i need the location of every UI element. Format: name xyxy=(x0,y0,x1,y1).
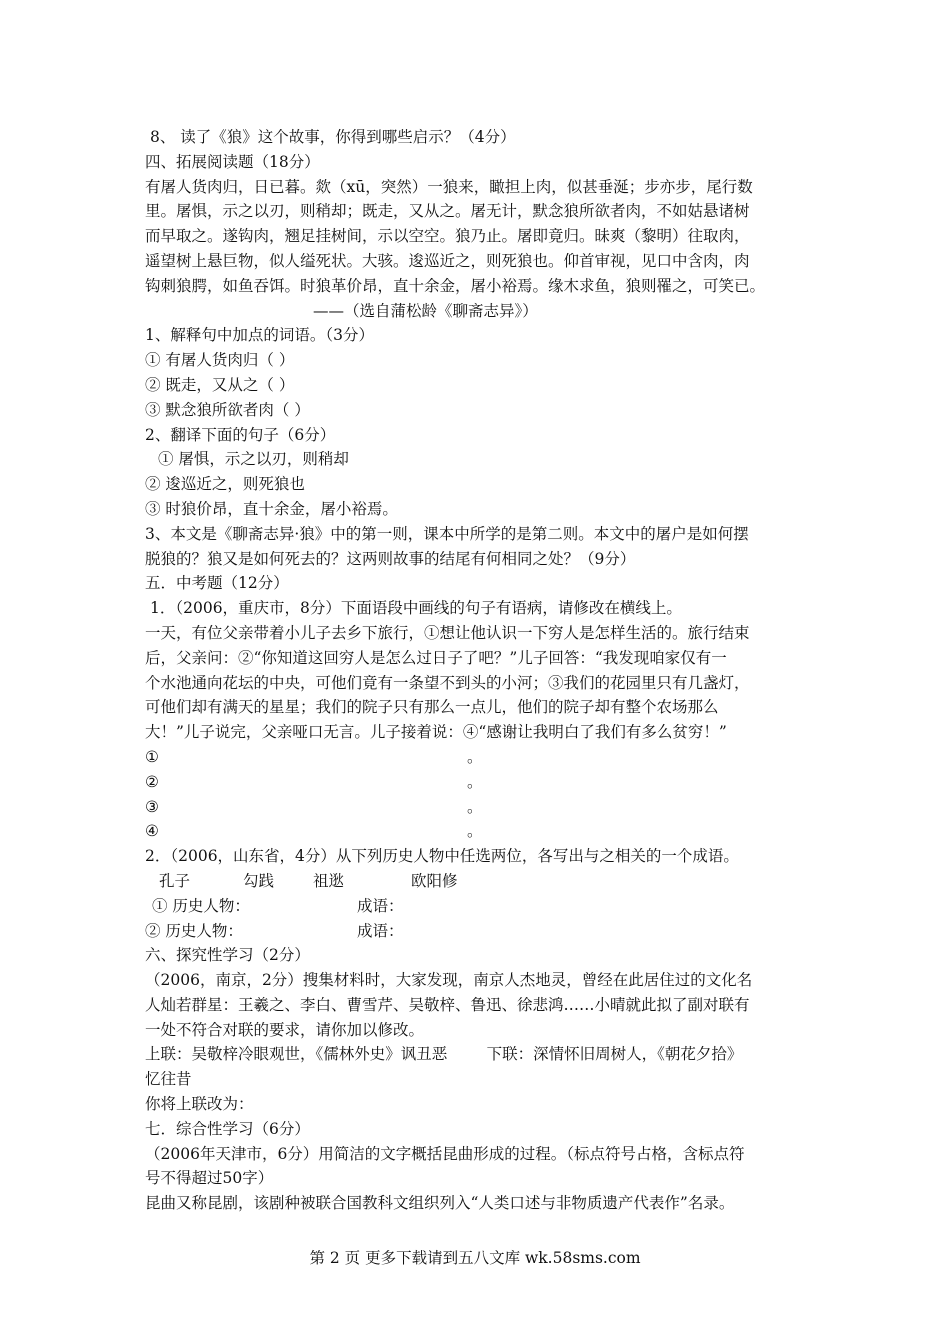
blank-number: ② xyxy=(145,772,159,791)
section-7-heading: 七．综合性学习（6分） xyxy=(145,1119,310,1138)
figure-label: ① 历史人物： xyxy=(152,896,250,915)
idiom-label: 成语： xyxy=(357,896,404,915)
figure-answer-row xyxy=(145,919,811,944)
page-footer: 第 2 页 更多下载请到五八文库 wk.58sms.com xyxy=(309,1249,641,1267)
passage-line: 钩刺狼腭，如鱼吞饵。时狼革价昂，直十余金，屠小裕焉。缘木求鱼，狼则罹之，可笑已。 xyxy=(145,276,766,295)
section-7-text: 昆曲又称昆剧，该剧种被联合国教科文组织列入“人类口述与非物质遗产代表作”名录。 xyxy=(145,1194,735,1213)
figure-name: 欧阳修 xyxy=(411,871,458,890)
passage-line: 里。屠惧，示之以刃，则稍却；既走，又从之。屠无计，默念狼所欲者肉，不如姑悬诸树 xyxy=(145,202,750,221)
q2-item: ② 逡巡近之，则死狼也 xyxy=(145,475,305,494)
question-1: 1、解释句中加点的词语。（3分） xyxy=(145,326,374,345)
section-6-text: 人灿若群星：王羲之、李白、曹雪芹、吴敬梓、鲁迅、徐悲鸿……小晴就此拟了副对联有 xyxy=(145,995,750,1014)
passage xyxy=(145,175,811,299)
figure-name: 孔子 xyxy=(159,871,191,890)
answer-blank-row xyxy=(145,795,811,820)
figure-label: ② 历史人物： xyxy=(145,921,243,940)
question-3-line: 脱狼的？狼又是如何死去的？这两则故事的结尾有何相同之处？（9分） xyxy=(145,549,636,568)
q1-item: ② 既走，又从之（ ） xyxy=(145,375,295,394)
section-7-text: 号不得超过50字） xyxy=(145,1169,274,1188)
q2-item: ③ 时狼价昂，直十余金，屠小裕焉。 xyxy=(145,499,398,518)
revise-prompt: 你将上联改为： xyxy=(145,1095,254,1114)
section-6-text: （2006，南京，2分）搜集材料时，大家发现，南京人杰地灵，曾经在此居住过的文化名 xyxy=(145,971,753,990)
exam-text-line: 可他们却有满天的星星；我们的院子只有那么一点儿，他们的院子却有整个农场那么 xyxy=(145,698,719,717)
answer-blank-row xyxy=(145,819,811,844)
exam-text-line: 个水池通向花坛的中央，可他们竟有一条望不到头的小河；③我们的花园里只有几盏灯， xyxy=(145,673,750,692)
exam-text-line: 后，父亲问：②“你知道这回穷人是怎么过日子了吧？”儿子回答：“我发现咱家仅有一 xyxy=(145,648,727,667)
blank-number: ① xyxy=(145,747,159,766)
answer-blank-row xyxy=(145,770,811,795)
document-body xyxy=(145,125,811,1216)
section-6-text: 一处不符合对联的要求，请你加以修改。 xyxy=(145,1020,425,1039)
figure-name: 祖逖 xyxy=(313,871,345,890)
couplet: 上联：吴敬梓冷眼观世，《儒林外史》讽丑恶 下联：深情怀旧周树人，《朝花夕拾》 xyxy=(145,1045,743,1064)
question-3-line: 3、本文是《聊斋志异·狼》中的第一则，课本中所学的是第二则。本文中的屠户是如何摆 xyxy=(145,524,749,543)
answer-blank-row xyxy=(145,745,811,770)
blank-end: 。 xyxy=(467,822,483,841)
idiom-label: 成语： xyxy=(357,921,404,940)
q1-item: ① 有屠人货肉归（ ） xyxy=(145,351,295,370)
historical-figures xyxy=(145,869,811,894)
exam-question-1: 1．（2006，重庆市，8分）下面语段中画线的句子有语病，请修改在横线上。 xyxy=(150,599,682,618)
figure-name: 勾践 xyxy=(243,871,275,890)
section-7-text: （2006年天津市，6分）用简洁的文字概括昆曲形成的过程。（标点符号占格，含标点符 xyxy=(145,1144,745,1163)
blank-number: ③ xyxy=(145,797,159,816)
blank-end: 。 xyxy=(467,797,483,816)
couplet-continued: 忆往昔 xyxy=(145,1070,192,1089)
passage-line: 有屠人货肉归，日已暮。欻（xū，突然）一狼来，瞰担上肉，似甚垂涎；步亦步，尾行数 xyxy=(145,177,753,196)
blank-end: 。 xyxy=(467,772,483,791)
exam-question-2: 2．（2006，山东省，4分）从下列历史人物中任选两位，各写出与之相关的一个成语。 xyxy=(145,847,739,866)
q2-item: ① 屠惧，示之以刃，则稍却 xyxy=(158,450,349,469)
section-6-heading: 六、探究性学习（2分） xyxy=(145,946,310,965)
passage-line: 遥望树上悬巨物，似人缢死状。大骇。逡巡近之，则死狼也。仰首审视，见口中含肉，肉 xyxy=(145,251,750,270)
question-8: 8、 读了《狼》这个故事，你得到哪些启示？（4分） xyxy=(150,128,516,146)
exam-text-line: 一天，有位父亲带着小儿子去乡下旅行，①想让他认识一下穷人是怎样生活的。旅行结束 xyxy=(145,623,750,642)
question-2: 2、翻译下面的句子（6分） xyxy=(145,425,336,444)
section-4-heading: 四、拓展阅读题（18分） xyxy=(145,152,320,171)
exam-text-line: 大！”儿子说完，父亲哑口无言。儿子接着说：④“感谢让我明白了我们有多么贫穷！” xyxy=(145,723,727,742)
blank-number: ④ xyxy=(145,822,159,841)
section-5-heading: 五．中考题（12分） xyxy=(145,574,289,593)
passage-line: 而早取之。遂钩肉，翘足挂树间，示以空空。狼乃止。屠即竟归。昧爽（黎明）往取肉， xyxy=(145,227,750,246)
figure-answer-row xyxy=(145,894,811,919)
q1-item: ③ 默念狼所欲者肉（ ） xyxy=(145,400,310,419)
passage-source: ——（选自蒲松龄《聊斋志异》） xyxy=(313,301,538,320)
blank-end: 。 xyxy=(467,747,483,766)
